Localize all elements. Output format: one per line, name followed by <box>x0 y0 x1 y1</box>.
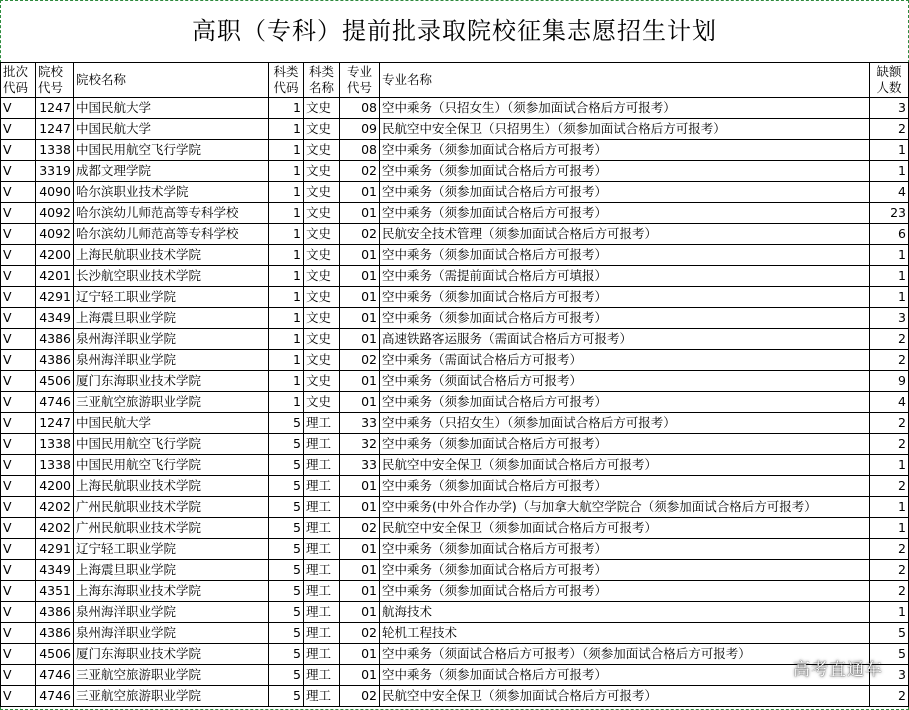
cell-category-code: 1 <box>269 266 304 287</box>
cell-major-code: 08 <box>340 140 380 161</box>
cell-school-code: 4746 <box>36 686 74 707</box>
cell-school-name: 泉州海洋职业学院 <box>74 602 269 623</box>
cell-major-name: 空中乘务（须参加面试合格后方可报考） <box>380 203 870 224</box>
cell-batch-code: V <box>1 203 36 224</box>
cell-major-name: 空中乘务（须面试合格后方可报考） <box>380 371 870 392</box>
cell-major-code: 01 <box>340 329 380 350</box>
cell-category-code: 1 <box>269 140 304 161</box>
cell-vacancy: 1 <box>870 287 909 308</box>
cell-category-name: 理工 <box>304 623 340 644</box>
table-row <box>1 581 909 602</box>
cell-major-code: 01 <box>340 476 380 497</box>
table-row <box>1 140 909 161</box>
cell-category-code: 5 <box>269 560 304 581</box>
cell-major-name: 空中乘务（须参加面试合格后方可报考） <box>380 308 870 329</box>
cell-category-name: 理工 <box>304 497 340 518</box>
cell-major-name: 空中乘务（只招女生）（须参加面试合格后方可报考） <box>380 98 870 119</box>
cell-school-code: 1247 <box>36 98 74 119</box>
cell-category-code: 1 <box>269 203 304 224</box>
cell-category-code: 1 <box>269 245 304 266</box>
cell-category-name: 理工 <box>304 476 340 497</box>
header-major-code: 专业 代号 <box>340 63 380 98</box>
cell-major-code: 01 <box>340 392 380 413</box>
cell-major-name: 空中乘务(中外合作办学)（与加拿大航空学院合（须参加面试合格后方可报考） <box>380 497 870 518</box>
cell-category-name: 文史 <box>304 392 340 413</box>
cell-category-name: 文史 <box>304 119 340 140</box>
cell-major-code: 01 <box>340 266 380 287</box>
cell-vacancy: 2 <box>870 329 909 350</box>
cell-major-code: 02 <box>340 161 380 182</box>
cell-major-name: 民航空中安全保卫（须参加面试合格后方可报考） <box>380 518 870 539</box>
cell-batch-code: V <box>1 119 36 140</box>
cell-category-name: 文史 <box>304 140 340 161</box>
cell-category-code: 1 <box>269 287 304 308</box>
cell-batch-code: V <box>1 287 36 308</box>
cell-vacancy: 1 <box>870 161 909 182</box>
cell-school-name: 上海震旦职业学院 <box>74 308 269 329</box>
cell-school-code: 1338 <box>36 140 74 161</box>
cell-major-code: 02 <box>340 686 380 707</box>
cell-major-name: 空中乘务（须参加面试合格后方可报考） <box>380 392 870 413</box>
cell-school-code: 4386 <box>36 602 74 623</box>
table-row <box>1 203 909 224</box>
cell-vacancy: 1 <box>870 266 909 287</box>
cell-category-name: 文史 <box>304 161 340 182</box>
cell-category-code: 5 <box>269 581 304 602</box>
cell-school-name: 哈尔滨职业技术学院 <box>74 182 269 203</box>
cell-batch-code: V <box>1 539 36 560</box>
cell-batch-code: V <box>1 182 36 203</box>
table-row <box>1 560 909 581</box>
cell-category-code: 1 <box>269 224 304 245</box>
cell-vacancy: 1 <box>870 497 909 518</box>
table-row <box>1 119 909 140</box>
cell-school-code: 1338 <box>36 434 74 455</box>
header-batch-code: 批次 代码 <box>1 63 36 98</box>
cell-category-code: 5 <box>269 497 304 518</box>
cell-major-name: 高速铁路客运服务（需面试合格后方可报考） <box>380 329 870 350</box>
table-row <box>1 476 909 497</box>
cell-batch-code: V <box>1 245 36 266</box>
cell-vacancy: 2 <box>870 434 909 455</box>
cell-major-code: 01 <box>340 560 380 581</box>
cell-vacancy: 1 <box>870 245 909 266</box>
cell-major-name: 民航空中安全保卫（须参加面试合格后方可报考） <box>380 686 870 707</box>
cell-school-code: 1338 <box>36 455 74 476</box>
cell-category-code: 1 <box>269 329 304 350</box>
cell-category-code: 5 <box>269 623 304 644</box>
cell-vacancy: 1 <box>870 518 909 539</box>
cell-major-code: 32 <box>340 434 380 455</box>
cell-school-name: 长沙航空职业技术学院 <box>74 266 269 287</box>
cell-category-code: 5 <box>269 602 304 623</box>
cell-vacancy: 9 <box>870 371 909 392</box>
cell-major-code: 01 <box>340 371 380 392</box>
cell-school-code: 4351 <box>36 581 74 602</box>
cell-category-code: 1 <box>269 392 304 413</box>
cell-school-code: 4386 <box>36 350 74 371</box>
table-row <box>1 392 909 413</box>
cell-major-name: 轮机工程技术 <box>380 623 870 644</box>
cell-vacancy: 6 <box>870 224 909 245</box>
cell-batch-code: V <box>1 686 36 707</box>
cell-category-code: 1 <box>269 119 304 140</box>
cell-category-code: 1 <box>269 371 304 392</box>
cell-major-code: 01 <box>340 497 380 518</box>
cell-school-name: 泉州海洋职业学院 <box>74 623 269 644</box>
cell-category-code: 1 <box>269 182 304 203</box>
cell-major-name: 空中乘务（须参加面试合格后方可报考） <box>380 539 870 560</box>
table-row <box>1 644 909 665</box>
cell-major-code: 33 <box>340 413 380 434</box>
cell-category-name: 理工 <box>304 434 340 455</box>
cell-vacancy: 2 <box>870 539 909 560</box>
cell-major-name: 空中乘务（需面试合格后方可报考） <box>380 350 870 371</box>
page-title: 高职（专科）提前批录取院校征集志愿招生计划 <box>192 17 717 45</box>
cell-school-name: 厦门东海职业技术学院 <box>74 371 269 392</box>
cell-category-name: 理工 <box>304 644 340 665</box>
header-school-code: 院校 代号 <box>36 63 74 98</box>
cell-major-name: 空中乘务（须参加面试合格后方可报考） <box>380 287 870 308</box>
cell-batch-code: V <box>1 476 36 497</box>
cell-school-name: 广州民航职业技术学院 <box>74 497 269 518</box>
cell-vacancy: 1 <box>870 455 909 476</box>
cell-major-name: 空中乘务（须参加面试合格后方可报考） <box>380 560 870 581</box>
cell-major-code: 02 <box>340 224 380 245</box>
cell-school-code: 1247 <box>36 413 74 434</box>
table-row <box>1 266 909 287</box>
cell-vacancy: 1 <box>870 602 909 623</box>
cell-category-name: 文史 <box>304 98 340 119</box>
cell-category-code: 5 <box>269 686 304 707</box>
cell-school-name: 中国民航大学 <box>74 98 269 119</box>
cell-school-name: 上海民航职业技术学院 <box>74 476 269 497</box>
cell-category-code: 1 <box>269 308 304 329</box>
table-row <box>1 686 909 707</box>
cell-vacancy: 2 <box>870 350 909 371</box>
cell-vacancy: 5 <box>870 623 909 644</box>
cell-batch-code: V <box>1 350 36 371</box>
cell-batch-code: V <box>1 98 36 119</box>
cell-school-code: 4200 <box>36 245 74 266</box>
cell-school-code: 4202 <box>36 497 74 518</box>
cell-major-code: 01 <box>340 203 380 224</box>
cell-batch-code: V <box>1 329 36 350</box>
cell-major-name: 空中乘务（须面试合格后方可报考）（须参加面试合格后方可报考） <box>380 644 870 665</box>
cell-batch-code: V <box>1 602 36 623</box>
table-row <box>1 371 909 392</box>
cell-school-name: 广州民航职业技术学院 <box>74 518 269 539</box>
cell-category-name: 文史 <box>304 308 340 329</box>
cell-major-name: 空中乘务（需提前面试合格后方可填报） <box>380 266 870 287</box>
cell-school-name: 泉州海洋职业学院 <box>74 350 269 371</box>
cell-major-code: 01 <box>340 287 380 308</box>
cell-category-name: 文史 <box>304 371 340 392</box>
cell-category-code: 1 <box>269 161 304 182</box>
table-row <box>1 161 909 182</box>
cell-major-code: 33 <box>340 455 380 476</box>
cell-school-name: 中国民用航空飞行学院 <box>74 455 269 476</box>
cell-category-code: 5 <box>269 665 304 686</box>
cell-batch-code: V <box>1 644 36 665</box>
cell-batch-code: V <box>1 518 36 539</box>
table-row <box>1 455 909 476</box>
cell-category-code: 5 <box>269 455 304 476</box>
cell-major-name: 航海技术 <box>380 602 870 623</box>
cell-school-code: 4200 <box>36 476 74 497</box>
cell-school-name: 哈尔滨幼儿师范高等专科学校 <box>74 224 269 245</box>
cell-major-name: 空中乘务（须参加面试合格后方可报考） <box>380 476 870 497</box>
cell-major-code: 01 <box>340 581 380 602</box>
header-school-name: 院校名称 <box>74 63 269 98</box>
cell-vacancy: 2 <box>870 560 909 581</box>
cell-school-code: 4090 <box>36 182 74 203</box>
cell-category-name: 理工 <box>304 602 340 623</box>
cell-major-name: 空中乘务（须参加面试合格后方可报考） <box>380 161 870 182</box>
cell-major-code: 01 <box>340 182 380 203</box>
cell-category-code: 5 <box>269 476 304 497</box>
cell-major-code: 02 <box>340 623 380 644</box>
cell-school-name: 哈尔滨幼儿师范高等专科学校 <box>74 203 269 224</box>
cell-major-code: 01 <box>340 644 380 665</box>
header-major-name: 专业名称 <box>380 63 870 98</box>
cell-batch-code: V <box>1 224 36 245</box>
cell-category-name: 理工 <box>304 455 340 476</box>
cell-vacancy: 5 <box>870 644 909 665</box>
cell-major-name: 空中乘务（须参加面试合格后方可报考） <box>380 581 870 602</box>
cell-category-name: 文史 <box>304 329 340 350</box>
cell-school-code: 4092 <box>36 224 74 245</box>
cell-vacancy: 2 <box>870 119 909 140</box>
table-row <box>1 623 909 644</box>
header-vacancy: 缺额 人数 <box>870 63 909 98</box>
cell-batch-code: V <box>1 140 36 161</box>
cell-category-name: 文史 <box>304 245 340 266</box>
cell-school-code: 4202 <box>36 518 74 539</box>
cell-school-name: 中国民航大学 <box>74 119 269 140</box>
cell-major-code: 01 <box>340 245 380 266</box>
cell-major-code: 01 <box>340 308 380 329</box>
cell-vacancy: 1 <box>870 140 909 161</box>
cell-vacancy: 3 <box>870 98 909 119</box>
cell-major-code: 09 <box>340 119 380 140</box>
cell-school-name: 中国民航大学 <box>74 413 269 434</box>
cell-category-code: 5 <box>269 539 304 560</box>
cell-major-code: 02 <box>340 518 380 539</box>
cell-vacancy: 4 <box>870 392 909 413</box>
cell-school-code: 4349 <box>36 560 74 581</box>
table-row <box>1 98 909 119</box>
cell-school-name: 上海民航职业技术学院 <box>74 245 269 266</box>
table-body <box>1 98 909 707</box>
header-category-name: 科类 名称 <box>304 63 340 98</box>
cell-school-name: 中国民用航空飞行学院 <box>74 140 269 161</box>
cell-vacancy: 2 <box>870 686 909 707</box>
table-row <box>1 434 909 455</box>
table-row <box>1 224 909 245</box>
cell-batch-code: V <box>1 434 36 455</box>
cell-batch-code: V <box>1 413 36 434</box>
cell-school-name: 辽宁轻工职业学院 <box>74 539 269 560</box>
cell-batch-code: V <box>1 665 36 686</box>
cell-school-name: 成都文理学院 <box>74 161 269 182</box>
cell-vacancy: 3 <box>870 665 909 686</box>
cell-category-name: 文史 <box>304 182 340 203</box>
cell-category-name: 文史 <box>304 287 340 308</box>
header-category-code: 科类 代码 <box>269 63 304 98</box>
cell-major-code: 08 <box>340 98 380 119</box>
cell-category-name: 理工 <box>304 581 340 602</box>
cell-batch-code: V <box>1 161 36 182</box>
cell-batch-code: V <box>1 455 36 476</box>
cell-vacancy: 3 <box>870 308 909 329</box>
cell-vacancy: 2 <box>870 413 909 434</box>
cell-major-name: 空中乘务（须参加面试合格后方可报考） <box>380 245 870 266</box>
cell-category-name: 理工 <box>304 686 340 707</box>
cell-school-code: 3319 <box>36 161 74 182</box>
cell-school-code: 4746 <box>36 392 74 413</box>
table-row <box>1 602 909 623</box>
cell-school-code: 1247 <box>36 119 74 140</box>
cell-category-code: 5 <box>269 518 304 539</box>
table-row <box>1 539 909 560</box>
cell-school-name: 三亚航空旅游职业学院 <box>74 392 269 413</box>
cell-batch-code: V <box>1 581 36 602</box>
cell-school-name: 三亚航空旅游职业学院 <box>74 665 269 686</box>
table-row <box>1 245 909 266</box>
cell-batch-code: V <box>1 308 36 329</box>
cell-batch-code: V <box>1 497 36 518</box>
cell-category-name: 理工 <box>304 413 340 434</box>
cell-school-code: 4506 <box>36 644 74 665</box>
cell-category-name: 文史 <box>304 224 340 245</box>
table-row <box>1 329 909 350</box>
cell-category-name: 文史 <box>304 266 340 287</box>
cell-school-name: 辽宁轻工职业学院 <box>74 287 269 308</box>
cell-major-code: 01 <box>340 539 380 560</box>
cell-batch-code: V <box>1 266 36 287</box>
cell-vacancy: 4 <box>870 182 909 203</box>
cell-category-code: 5 <box>269 434 304 455</box>
cell-category-name: 文史 <box>304 203 340 224</box>
cell-major-name: 民航空中安全保卫（只招男生）（须参加面试合格后方可报考） <box>380 119 870 140</box>
cell-school-name: 中国民用航空飞行学院 <box>74 434 269 455</box>
table-row <box>1 497 909 518</box>
enrollment-plan-table <box>0 62 909 707</box>
table-row <box>1 413 909 434</box>
cell-major-name: 民航空中安全保卫（须参加面试合格后方可报考） <box>380 455 870 476</box>
cell-school-code: 4291 <box>36 539 74 560</box>
cell-major-name: 空中乘务（须参加面试合格后方可报考） <box>380 665 870 686</box>
watermark: 高考直通车 <box>793 660 883 680</box>
cell-category-code: 5 <box>269 413 304 434</box>
cell-major-name: 空中乘务（须参加面试合格后方可报考） <box>380 140 870 161</box>
cell-school-code: 4506 <box>36 371 74 392</box>
cell-school-code: 4386 <box>36 329 74 350</box>
cell-category-name: 理工 <box>304 518 340 539</box>
cell-category-code: 1 <box>269 350 304 371</box>
cell-batch-code: V <box>1 560 36 581</box>
table-row <box>1 287 909 308</box>
cell-school-code: 4201 <box>36 266 74 287</box>
cell-school-code: 4746 <box>36 665 74 686</box>
cell-batch-code: V <box>1 623 36 644</box>
cell-school-code: 4386 <box>36 623 74 644</box>
cell-vacancy: 2 <box>870 581 909 602</box>
cell-school-code: 4291 <box>36 287 74 308</box>
cell-school-name: 三亚航空旅游职业学院 <box>74 686 269 707</box>
cell-major-name: 民航安全技术管理（须参加面试合格后方可报考） <box>380 224 870 245</box>
table-row <box>1 518 909 539</box>
table-row <box>1 350 909 371</box>
cell-major-code: 02 <box>340 350 380 371</box>
cell-batch-code: V <box>1 392 36 413</box>
cell-major-name: 空中乘务（只招女生）（须参加面试合格后方可报考） <box>380 413 870 434</box>
cell-vacancy: 23 <box>870 203 909 224</box>
cell-category-code: 5 <box>269 644 304 665</box>
cell-school-name: 厦门东海职业技术学院 <box>74 644 269 665</box>
cell-major-code: 01 <box>340 602 380 623</box>
table-row <box>1 308 909 329</box>
cell-school-code: 4349 <box>36 308 74 329</box>
cell-school-code: 4092 <box>36 203 74 224</box>
table-row <box>1 665 909 686</box>
cell-category-code: 1 <box>269 98 304 119</box>
cell-major-name: 空中乘务（须参加面试合格后方可报考） <box>380 434 870 455</box>
cell-school-name: 上海震旦职业学院 <box>74 560 269 581</box>
cell-major-code: 01 <box>340 665 380 686</box>
cell-school-name: 上海东海职业技术学院 <box>74 581 269 602</box>
cell-batch-code: V <box>1 371 36 392</box>
table-row <box>1 182 909 203</box>
cell-major-name: 空中乘务（须参加面试合格后方可报考） <box>380 182 870 203</box>
table-header-row <box>1 63 909 98</box>
cell-school-name: 泉州海洋职业学院 <box>74 329 269 350</box>
cell-category-name: 理工 <box>304 665 340 686</box>
cell-category-name: 理工 <box>304 560 340 581</box>
cell-vacancy: 2 <box>870 476 909 497</box>
cell-category-name: 文史 <box>304 350 340 371</box>
cell-category-name: 理工 <box>304 539 340 560</box>
